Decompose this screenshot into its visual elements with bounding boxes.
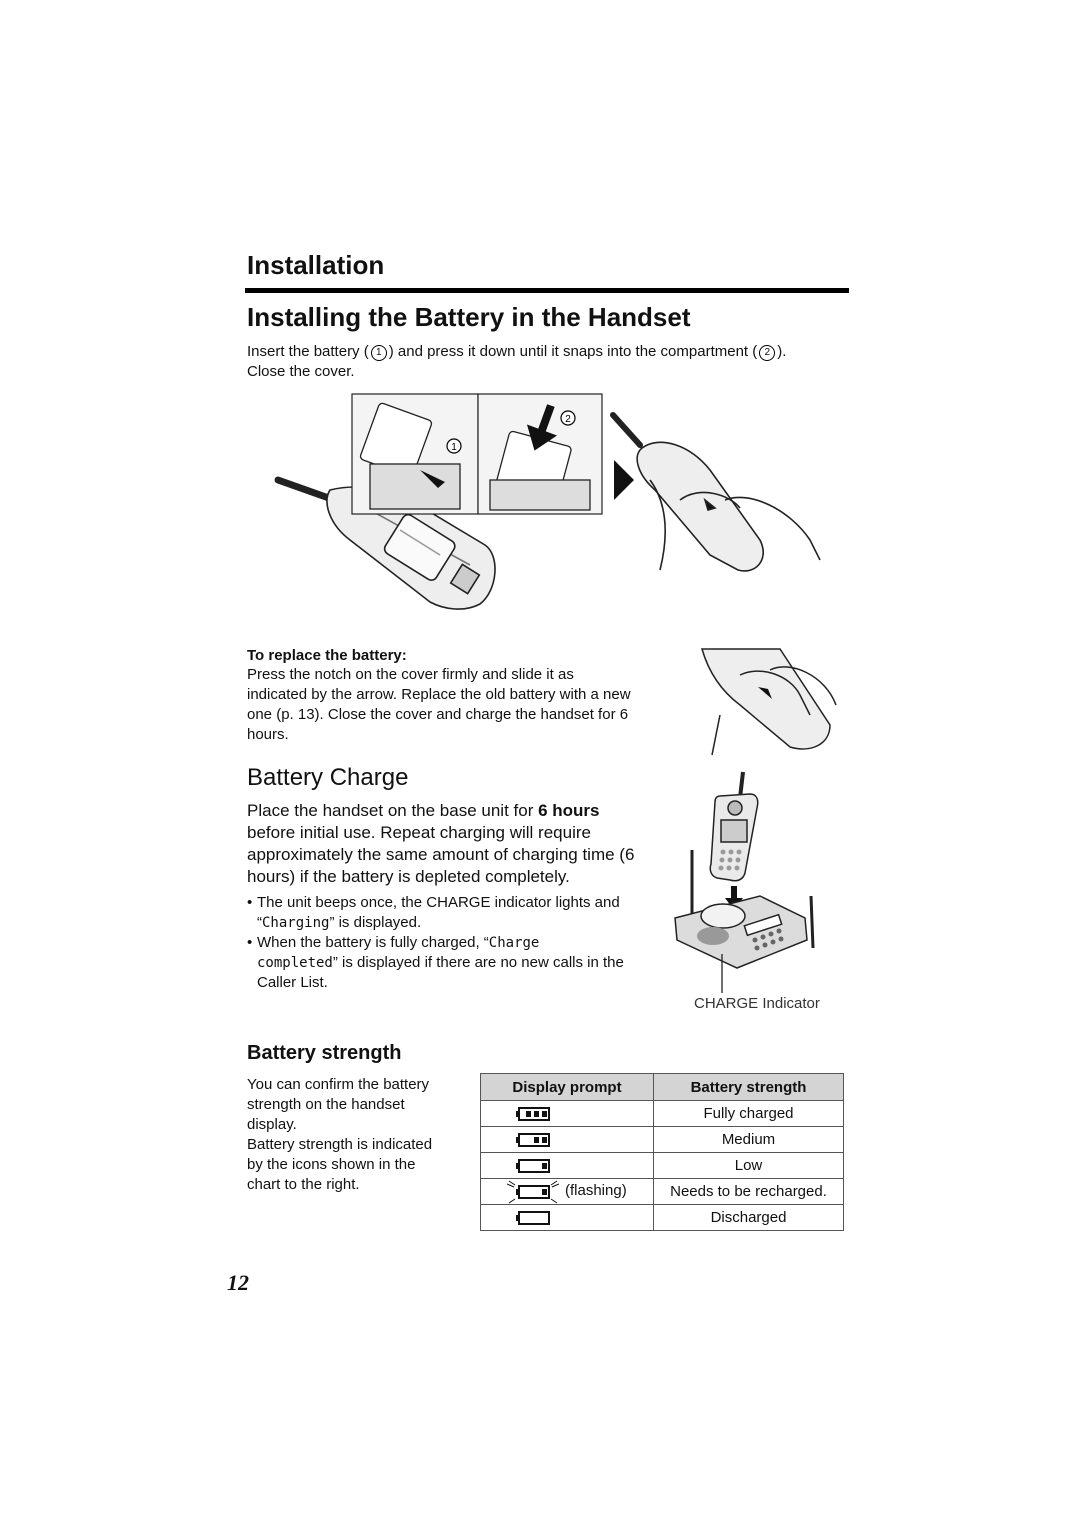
bullet2-line1: When the battery is fully charged, “ bbox=[257, 934, 489, 951]
replace-heading: To replace the battery: bbox=[247, 647, 407, 664]
bullet-symbol: • bbox=[247, 894, 253, 911]
figure-marker-one: 1 bbox=[451, 442, 457, 453]
battery-strength-cell: Discharged bbox=[654, 1205, 844, 1231]
display-prompt-cell bbox=[481, 1205, 654, 1231]
install-heading: Installing the Battery in the Handset bbox=[247, 302, 691, 332]
charging-display-text: Charging bbox=[262, 915, 330, 931]
strength-desc-line: Battery strength is indicated bbox=[247, 1136, 433, 1153]
replace-line: indicated by the arrow. Replace the old battery with a new bbox=[247, 686, 631, 703]
install-text-2: ) and press it down until it snaps into the compartment ( bbox=[388, 343, 758, 360]
install-paragraph bbox=[247, 342, 847, 382]
display-prompt-cell bbox=[481, 1127, 654, 1153]
charge-para-start: Place the handset on the base unit for bbox=[247, 801, 539, 820]
replace-cover-illustration bbox=[700, 645, 840, 760]
install-text-1: Insert the battery ( bbox=[247, 343, 369, 360]
bullet-symbol: • bbox=[247, 934, 253, 951]
marker-two: 2 bbox=[759, 345, 775, 361]
display-prompt-cell bbox=[481, 1153, 654, 1179]
charge-indicator-label: CHARGE Indicator bbox=[694, 995, 820, 1012]
bullet2-line3: Caller List. bbox=[257, 974, 328, 991]
battery-install-illustration bbox=[270, 390, 850, 620]
section-title: Installation bbox=[247, 250, 385, 280]
table-header-row bbox=[481, 1074, 844, 1101]
battery-level-icon bbox=[515, 1158, 551, 1174]
next-step-arrow-icon bbox=[614, 460, 634, 500]
replace-line: one (p. 13). Close the cover and charge the handset for 6 bbox=[247, 706, 629, 723]
battery-strength-cell: Needs to be recharged. bbox=[654, 1179, 844, 1205]
marker-one: 1 bbox=[371, 345, 387, 361]
charge-heading: Battery Charge bbox=[247, 764, 409, 791]
section-rule bbox=[245, 288, 849, 293]
table-row bbox=[481, 1153, 844, 1179]
completed-display-text: completed bbox=[257, 955, 333, 971]
battery-strength-cell: Fully charged bbox=[654, 1101, 844, 1127]
table-row bbox=[481, 1101, 844, 1127]
replace-line: hours. bbox=[247, 726, 289, 743]
battery-strength-cell: Low bbox=[654, 1153, 844, 1179]
battery-strength-cell: Medium bbox=[654, 1127, 844, 1153]
battery-level-icon bbox=[507, 1180, 559, 1204]
bullet1-line1: The unit beeps once, the CHARGE indicator lights and bbox=[257, 894, 620, 911]
bullet1-rest: ” is displayed. bbox=[329, 914, 422, 931]
charge-display-text: Charge bbox=[488, 935, 540, 951]
cover-close-drawing bbox=[613, 415, 820, 571]
strength-description bbox=[247, 1075, 467, 1195]
install-text-4: Close the cover. bbox=[247, 363, 355, 380]
charge-hours: 6 hours bbox=[538, 801, 600, 820]
bullet2-line2: ” is displayed if there are no new calls in the bbox=[332, 954, 624, 971]
charge-para-line: hours) if the battery is depleted completely. bbox=[247, 867, 570, 886]
strength-desc-line: chart to the right. bbox=[247, 1176, 360, 1193]
column-header-display-prompt: Display prompt bbox=[481, 1074, 654, 1101]
display-prompt-cell bbox=[481, 1101, 654, 1127]
strength-desc-line: by the icons shown in the bbox=[247, 1156, 416, 1173]
strength-desc-line: You can confirm the battery bbox=[247, 1076, 430, 1093]
column-header-battery-strength: Battery strength bbox=[654, 1074, 844, 1101]
quote-open: “ bbox=[257, 914, 262, 931]
display-prompt-cell bbox=[481, 1179, 654, 1205]
page-number: 12 bbox=[227, 1270, 249, 1295]
battery-level-icon bbox=[515, 1132, 551, 1148]
strength-desc-line: strength on the handset bbox=[247, 1096, 405, 1113]
base-unit-illustration bbox=[665, 768, 840, 993]
charge-para-line: before initial use. Repeat charging will require bbox=[247, 823, 591, 842]
charge-bullet-1 bbox=[247, 893, 667, 933]
flashing-note: (flashing) bbox=[565, 1182, 627, 1200]
charge-para-line: approximately the same amount of charging time (6 bbox=[247, 845, 635, 864]
replace-line: Press the notch on the cover firmly and slide it as bbox=[247, 666, 574, 683]
table-row bbox=[481, 1179, 844, 1205]
charge-bullet-2 bbox=[247, 933, 667, 993]
figure-marker-two: 2 bbox=[565, 414, 571, 425]
strength-desc-line: display. bbox=[247, 1116, 297, 1133]
table-row bbox=[481, 1205, 844, 1231]
battery-level-icon bbox=[515, 1106, 551, 1122]
replace-paragraph bbox=[247, 665, 667, 745]
battery-strength-table bbox=[480, 1073, 844, 1231]
install-text-3: ). bbox=[777, 343, 787, 360]
strength-heading: Battery strength bbox=[247, 1042, 402, 1064]
battery-level-icon bbox=[515, 1210, 551, 1226]
charge-paragraph bbox=[247, 800, 667, 888]
table-row bbox=[481, 1127, 844, 1153]
